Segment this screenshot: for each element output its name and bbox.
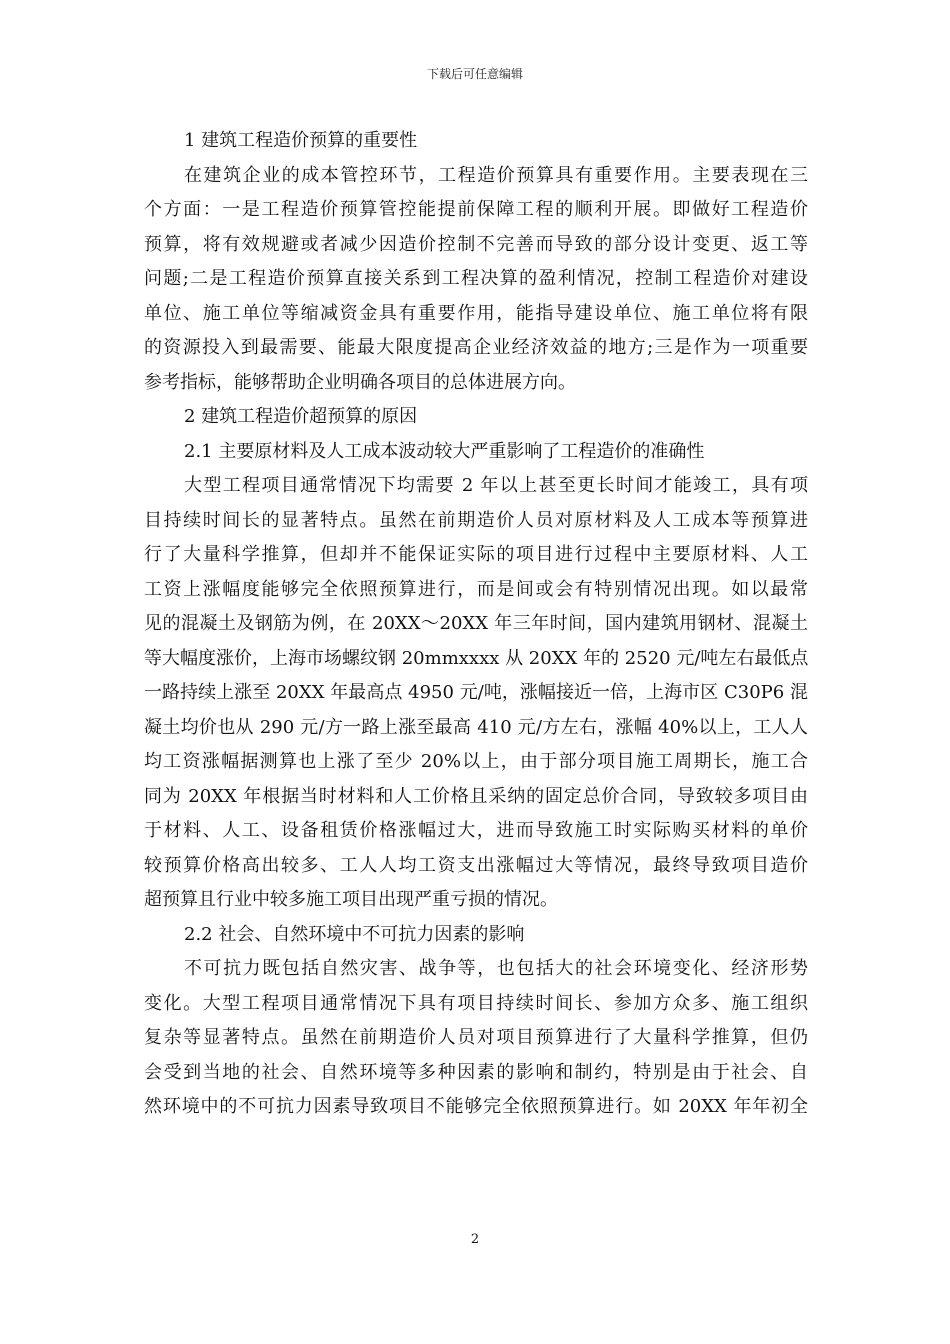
text-line: 复杂等显著特点。虽然在前期造价人员对项目预算进行了大量科学推算，但仍 bbox=[144, 1027, 808, 1048]
text-line: 工资上涨幅度能够完全依照预算进行，而是间或会有特别情况出现。如以最常 bbox=[144, 578, 808, 600]
text-line: 的资源投入到最需要、能最大限度提高企业经济效益的地方;三是作为一项重要 bbox=[144, 337, 808, 358]
text-line: 预算，将有效规避或者减少因造价控制不完善而导致的部分设计变更、返工等 bbox=[144, 233, 808, 255]
text-line: 均工资涨幅据测算也上涨了至少 20%以上，由于部分项目施工周期长，施工合 bbox=[144, 751, 808, 772]
section-heading: 2 建筑工程造价超预算的原因 bbox=[184, 406, 418, 427]
text-line: 凝土均价也从 290 元/方一路上涨至最高 410 元/方左右，涨幅 40%以上，工人人 bbox=[144, 716, 808, 738]
text-line: 会受到当地的社会、自然环境等多种因素的影响和制约，特别是由于社会、自 bbox=[144, 1061, 808, 1083]
text-line: 个方面：一是工程造价预算管控能提前保障工程的顺利开展。即做好工程造价 bbox=[144, 199, 808, 220]
text-line: 行了大量科学推算，但却并不能保证实际的项目进行过程中主要原材料、人工 bbox=[144, 544, 808, 565]
text-line: 同为 20XX 年根据当时材料和人工价格且采纳的固定总价合同，导致较多项目由 bbox=[144, 785, 808, 807]
text-line: 于材料、人工、设备租赁价格涨幅过大，进而导致施工时实际购买材料的单价 bbox=[144, 820, 808, 841]
section-heading: 2.2 社会、自然环境中不可抗力因素的影响 bbox=[184, 923, 525, 945]
text-line: 见的混凝土及钢筋为例，在 20XX～20XX 年三年时间，国内建筑用钢材、混凝土 bbox=[144, 613, 808, 634]
text-line: 目持续时间长的显著特点。虽然在前期造价人员对原材料及人工成本等预算进 bbox=[144, 509, 808, 531]
text-line: 参考指标，能够帮助企业明确各项目的总体进展方向。 bbox=[144, 371, 576, 393]
document-body bbox=[144, 124, 808, 1125]
page-header: 下载后可任意编辑 bbox=[426, 67, 523, 81]
text-line: 一路持续上涨至 20XX 年最高点 4950 元/吨，涨幅接近一倍，上海市区 C30P6 混 bbox=[144, 682, 808, 703]
text-line: 变化。大型工程项目通常情况下具有项目持续时间长、参加方众多、施工组织 bbox=[144, 992, 808, 1014]
text-line: 超预算且行业中较多施工项目出现严重亏损的情况。 bbox=[144, 889, 558, 910]
text-line: 问题;二是工程造价预算直接关系到工程决算的盈利情况，控制工程造价对建设 bbox=[144, 268, 808, 289]
section-heading: 2.1 主要原材料及人工成本波动较大严重影响了工程造价的准确性 bbox=[184, 440, 705, 462]
text-line: 然环境中的不可抗力因素导致项目不能够完全依照预算进行。如 20XX 年年初全 bbox=[144, 1096, 808, 1117]
text-line: 不可抗力既包括自然灾害、战争等，也包括大的社会环境变化、经济形势 bbox=[184, 958, 808, 979]
text-line: 等大幅度涨价，上海市场螺纹钢 20mmxxxx 从 20XX 年的 2520 元/吨左右最低点 bbox=[144, 647, 808, 669]
text-line: 在建筑企业的成本管控环节，工程造价预算具有重要作用。主要表现在三 bbox=[184, 164, 808, 186]
text-line: 大型工程项目通常情况下均需要 2 年以上甚至更长时间才能竣工，具有项 bbox=[184, 475, 808, 496]
page-number: 2 bbox=[470, 1232, 480, 1247]
text-line: 单位、施工单位等缩减资金具有重要作用，能指导建设单位、施工单位将有限 bbox=[144, 302, 808, 324]
section-heading: 1 建筑工程造价预算的重要性 bbox=[184, 130, 418, 151]
text-line: 较预算价格高出较多、工人人均工资支出涨幅过大等情况，最终导致项目造价 bbox=[144, 854, 808, 876]
